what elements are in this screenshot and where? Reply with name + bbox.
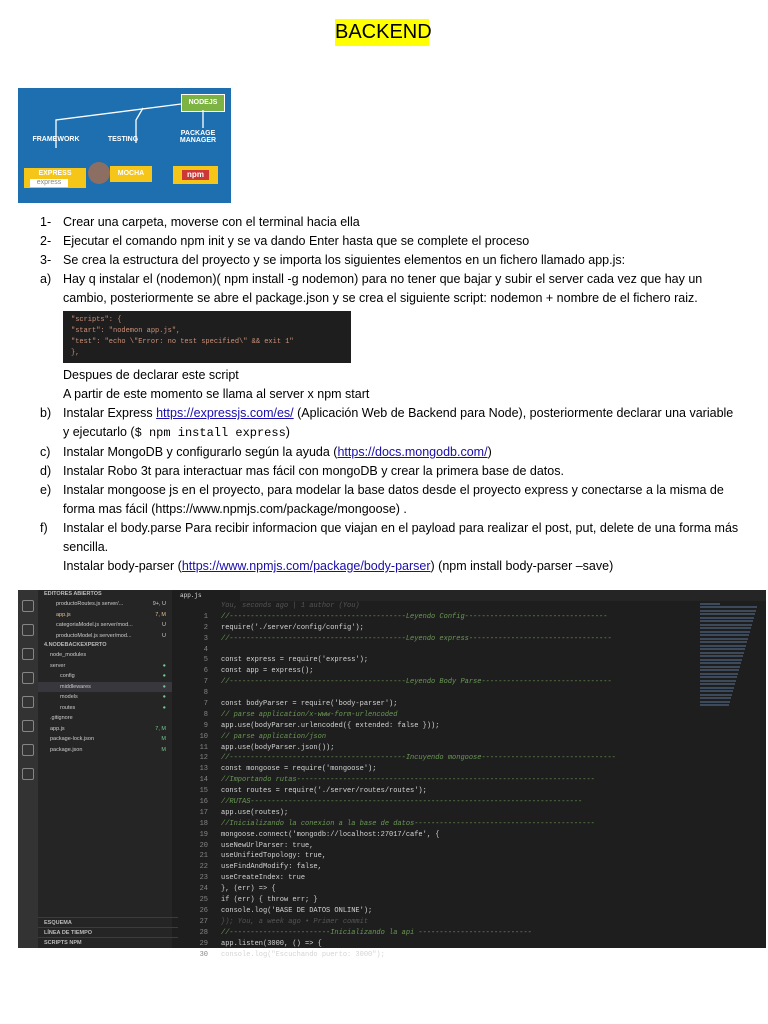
express-logo-text: express [30,179,68,187]
line-text: }, (err) => { [221,885,276,894]
file-name: middlewares [60,683,91,690]
blame-annotation: You, seconds ago | 1 author (You) [221,602,360,610]
file-name: node_modules [50,652,87,658]
line-number: 16 [199,798,208,807]
line-number: 26 [199,906,208,915]
list-item-d: d) Instalar Robo 3t para interactuar mas fácil con mongoDB y crear la primera base de datos. [40,464,564,478]
line-text: useCreateIndex: true [221,874,306,883]
line-text: useFindAndModify: false, [221,863,322,872]
line-number: 25 [199,896,208,905]
line-text: mongoose.connect('mongodb://localhost:27017/cafe', { [221,830,440,839]
install-express-command: $ npm install express [134,426,286,440]
code-line [172,677,696,688]
file-status: 9+, U [152,601,166,607]
after-script-line: Despues de declarar este script [63,368,239,382]
npm-logo: npm [182,170,209,180]
code-line [172,797,696,808]
open-editor-item[interactable] [38,599,172,610]
file-status: U [162,622,166,628]
package-manager-label: PACKAGE MANAGER [179,130,217,144]
line-number: 8 [203,689,208,698]
express-link[interactable]: https://expressjs.com/es/ [156,406,294,420]
code-line [172,884,696,895]
line-number: 24 [199,885,208,894]
file-name: package-lock.json [50,736,95,742]
line-number: 1 [203,612,208,621]
tree-item[interactable] [38,650,172,661]
file-name: productoRoutes.js server/... [56,601,124,607]
file-name: models [60,694,78,700]
line-number: 2 [203,623,208,632]
line-number: 20 [199,841,208,850]
code-line [172,841,696,852]
line-text: app.use(routes); [221,808,289,817]
explorer-sidebar [38,590,172,948]
file-status: ● [162,694,166,700]
line-number: 13 [199,765,208,774]
line-text: if (err) { throw err; } [221,896,318,905]
code-line [172,612,696,623]
editor-tabs [172,590,766,601]
list-item-c: c) Instalar MongoDB y configurarlo según la ayuda (https://docs.mongodb.com/) [40,445,492,459]
code-line [172,666,696,677]
code-line [172,688,696,699]
vscode-screenshot [18,590,766,959]
line-text: //RUTAS------------------------------------------------------------------------------- [221,798,583,807]
line-text: }); You, a week ago • Primer commit [221,917,369,926]
tree-item[interactable] [38,661,172,672]
line-text: console.log('BASE DE DATOS ONLINE'); [221,906,373,915]
code-line [172,655,696,666]
line-text: const app = express(); [221,667,314,676]
line-text: const mongoose = require('mongoose'); [221,765,377,774]
extensions-icon[interactable] [22,696,34,708]
list-item-f: f) Instalar el body.parse Para recibir informacion que viajan en el payload para realizar el post, put, delete de una forma más sencilla. Instalar body-parser (https://www.npmjs.com/package/body-parser) (npm install body-parser –save) [40,521,739,573]
code-line [172,819,696,830]
outline-panel[interactable]: ESQUEMA [38,917,178,928]
line-number: 18 [199,819,208,828]
line-number: 27 [199,917,208,926]
code-line [172,950,696,961]
code-line [172,699,696,710]
file-status: M [161,736,166,742]
line-text: useUnifiedTopology: true, [221,852,327,861]
tree-item[interactable] [38,692,172,703]
line-text: //------------------------Inicializando la api --------------------------- [221,928,532,937]
line-number: 10 [199,732,208,741]
source-control-icon[interactable] [22,648,34,660]
code-line [172,775,696,786]
code-line [172,917,696,928]
line-number: 29 [199,939,208,948]
tree-item[interactable] [38,713,172,724]
code-line [172,753,696,764]
line-number: 22 [199,863,208,872]
file-name: routes [60,704,76,711]
npm-scripts-panel[interactable]: SCRIPTS NPM [38,937,178,948]
code-line [172,928,696,939]
file-name: server [50,662,66,669]
code-line [172,939,696,950]
line-number: 3 [203,634,208,643]
line-text: //------------------------------------------Leyendo Body Parse------------------------------- [221,678,612,687]
testing-label: TESTING [107,136,139,143]
code-line [172,786,696,797]
code-line [172,732,696,743]
code-line [172,764,696,775]
file-status: 7, M [155,725,166,732]
line-number: 9 [203,721,208,730]
line-number: 23 [199,874,208,883]
line-number: 19 [199,830,208,839]
code-line [172,721,696,732]
framework-label: FRAMEWORK [32,136,80,143]
line-text: app.listen(3000, () => { [221,939,322,948]
code-line [172,830,696,841]
line-text: //------------------------------------------Leyendo express---------------------------------- [221,634,612,643]
list-item-b: b) Instalar Express https://expressjs.com/es/ (Aplicación Web de Backend para Node), posteriormente declarar una variable y ejecutarlo ($ npm install express) [40,406,734,440]
line-number: 5 [203,656,208,665]
mocha-logo [88,162,110,184]
tree-item[interactable] [38,734,172,745]
after-script-line: A partir de este momento se llama al server x npm start [63,387,370,401]
minimap[interactable] [700,601,758,959]
line-text: //Importando rutas----------------------------------------------------------------------- [221,776,595,785]
mongodb-docs-link[interactable]: https://docs.mongodb.com/ [337,445,488,459]
line-text: //------------------------------------------Incuyendo mongoose-------------------------------- [221,754,616,763]
express-box [24,168,86,188]
line-number: 12 [199,754,208,763]
code-line [172,851,696,862]
file-status: U [162,632,166,639]
scripts-code-block: "scripts": { "start": "nodemon app.js", "test": "echo \"Error: no test specified\" && exit 1" }, [63,311,351,363]
file-name: categoriaModel.js server/mod... [56,622,133,628]
code-editor[interactable] [172,601,696,959]
file-status: M [161,746,166,753]
line-text: console.log("Escuchando puerto: 3000"); [221,950,385,959]
line-text: // parse application/json [221,732,327,741]
npm-box [173,166,218,184]
code-line [172,895,696,906]
code-line [172,873,696,884]
file-status: ● [162,683,166,690]
line-number: 11 [199,743,208,752]
mocha-box: MOCHA [110,166,152,182]
tree-item[interactable] [38,682,172,693]
line-number: 7 [203,678,208,687]
list-item: a) Hay q instalar el (nodemon)( npm install -g nodemon) para no tener que bajar y subir el server cada vez que hay un cambio, posteriormente se abre el package.json y se crea el siguiente script: nodemon + nombre de el fichero raiz. [40,272,703,305]
search-icon[interactable] [22,624,34,636]
file-name: package.json [50,746,83,753]
line-text: useNewUrlParser: true, [221,841,314,850]
open-editor-item[interactable] [38,620,172,631]
code-line [172,808,696,819]
code-line [172,645,696,656]
line-text: //Inicializando la conexion a la base de datos------------------------------------------- [221,819,595,828]
code-line [172,634,696,645]
line-number: 4 [203,645,208,654]
file-status: 7, M [155,611,166,618]
page-title: BACKEND [335,19,429,46]
body-parser-link[interactable]: https://www.npmjs.com/package/body-parser [181,559,431,573]
express-label: EXPRESS [38,170,72,177]
line-text: //------------------------------------------Leyendo Config---------------------------------- [221,612,608,621]
list-item: 2- Ejecutar el comando npm init y se va dando Enter hasta que se complete el proceso [40,234,530,248]
remote-icon[interactable] [22,720,34,732]
line-number: 30 [199,950,208,959]
nodejs-box: NODEJS [181,94,225,112]
code-line [172,906,696,917]
line-text: app.use(bodyParser.urlencoded({ extended: false })); [221,721,440,730]
tree-item[interactable] [38,724,172,735]
line-text: const routes = require('./server/routes/routes'); [221,787,427,796]
line-number: 7 [203,700,208,709]
code-line [172,623,696,634]
line-text: const bodyParser = require('body-parser'); [221,700,398,709]
run-icon[interactable] [22,672,34,684]
tree-item[interactable] [38,671,172,682]
line-text: // parse application/x-www-form-urlencoded [221,710,398,719]
file-name: app.js [56,611,71,618]
open-editor-item[interactable] [38,610,172,621]
tab-app-js[interactable]: app.js [172,590,240,601]
activity-bar [18,590,38,948]
code-line [172,862,696,873]
folder-icon[interactable] [22,744,34,756]
database-icon[interactable] [22,768,34,780]
line-text: require('./server/config/config'); [221,623,364,632]
line-number: 28 [199,928,208,937]
line-text: app.use(bodyParser.json()); [221,743,335,752]
file-status: ● [162,673,166,679]
list-item-e: e) Instalar mongoose js en el proyecto, para modelar la base datos desde el proyecto express y conectarse a la misma de forma mas fácil (https://www.npmjs.com/package/mongoose) . [40,483,724,516]
line-number: 8 [203,710,208,719]
file-name: app.js [50,725,65,732]
line-number: 14 [199,776,208,785]
file-status: ● [162,704,166,711]
code-line [172,743,696,754]
file-name: config [60,673,75,679]
line-text: const express = require('express'); [221,656,369,665]
project-header[interactable]: 4.NODEBACKEXPERTO [44,642,107,648]
timeline-panel[interactable]: LÍNEA DE TIEMPO [38,927,178,938]
line-number: 21 [199,852,208,861]
line-number: 6 [203,667,208,676]
file-name: productoModel.js server/mod... [56,632,132,639]
nodejs-ecosystem-diagram [18,88,231,203]
code-line [172,710,696,721]
open-editors-header[interactable]: EDITORES ABIERTOS [44,591,102,597]
explorer-icon[interactable] [22,600,34,612]
open-editor-item[interactable] [38,631,172,642]
file-status: ● [162,662,166,669]
instructions-list [40,213,740,576]
tree-item[interactable] [38,745,172,756]
file-name: .gitignore [50,715,73,721]
list-item: 1- Crear una carpeta, moverse con el terminal hacia ella [40,215,360,229]
tree-item[interactable] [38,703,172,714]
line-number: 17 [199,808,208,817]
list-item: 3- Se crea la estructura del proyecto y se importa los siguientes elementos en un fichero llamado app.js: [40,253,626,267]
line-number: 15 [199,787,208,796]
